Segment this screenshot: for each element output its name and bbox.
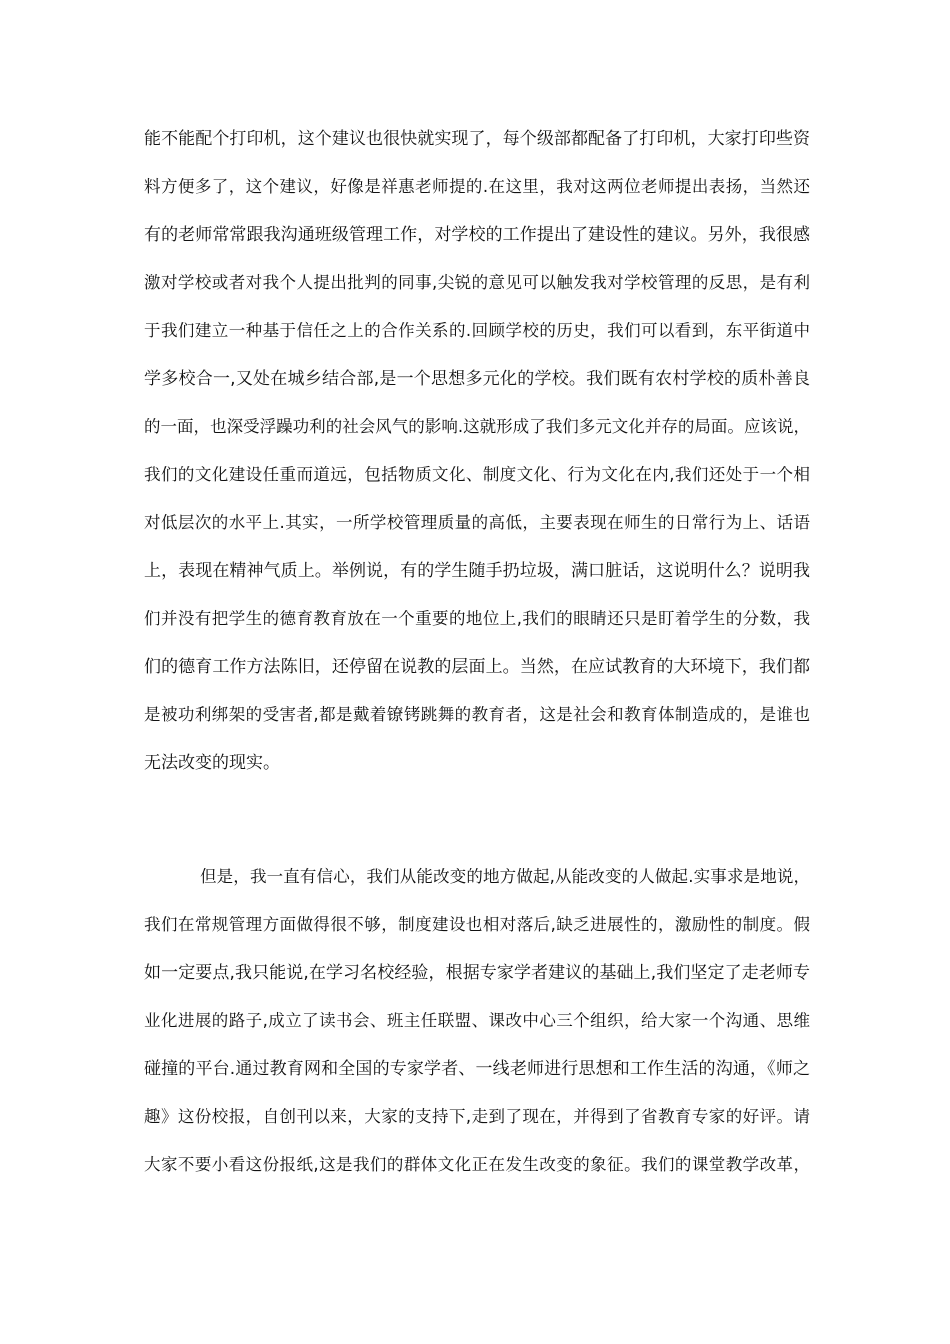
text-line: 我们的文化建设任重而道远，包括物质文化、制度文化、行为文化在内,我们还处于一个相 (144, 465, 810, 484)
text-line: 碰撞的平台.通过教育网和全国的专家学者、一线老师进行思想和工作生活的沟通，《师之 (144, 1059, 810, 1079)
text-line: 上，表现在精神气质上。举例说，有的学生随手扔垃圾，满口脏话，这说明什么？说明我 (144, 561, 810, 581)
text-line: 于我们建立一种基于信任之上的合作关系的.回顾学校的历史，我们可以看到，东平街道中 (144, 321, 810, 340)
text-line: 但是，我一直有信心，我们从能改变的地方做起,从能改变的人做起.实事求是地说， (200, 867, 810, 886)
text-line: 我们在常规管理方面做得很不够，制度建设也相对落后,缺乏进展性的，激励性的制度。假 (144, 915, 810, 934)
text-line: 们并没有把学生的德育教育放在一个重要的地位上,我们的眼睛还只是盯着学生的分数，我 (144, 609, 810, 628)
text-line: 学多校合一,又处在城乡结合部,是一个思想多元化的学校。我们既有农村学校的质朴善良 (144, 369, 810, 389)
text-line: 如一定要点,我只能说,在学习名校经验，根据专家学者建议的基础上,我们坚定了走老师专 (144, 963, 810, 983)
text-line: 有的老师常常跟我沟通班级管理工作，对学校的工作提出了建设性的建议。另外，我很感 (144, 225, 810, 245)
text-line: 大家不要小看这份报纸,这是我们的群体文化正在发生改变的象征。我们的课堂教学改革， (144, 1155, 810, 1174)
text-line: 趣》这份校报，自创刊以来，大家的支持下,走到了现在，并得到了省教育专家的好评。请 (144, 1107, 810, 1126)
text-line: 对低层次的水平上.其实，一所学校管理质量的高低，主要表现在师生的日常行为上、话语 (144, 513, 810, 532)
text-line: 能不能配个打印机，这个建议也很快就实现了，每个级部都配备了打印机，大家打印些资 (144, 129, 810, 149)
text-line: 的一面，也深受浮躁功利的社会风气的影响.这就形成了我们多元文化并存的局面。应该说， (144, 417, 810, 436)
text-line: 激对学校或者对我个人提出批判的同事,尖锐的意见可以触发我对学校管理的反思，是有利 (144, 273, 810, 292)
text-line: 是被功利绑架的受害者,都是戴着镣铐跳舞的教育者，这是社会和教育体制造成的，是谁也 (144, 705, 810, 724)
text-line: 无法改变的现实。 (144, 753, 280, 773)
text-line: 们的德育工作方法陈旧，还停留在说教的层面上。当然，在应试教育的大环境下，我们都 (144, 657, 810, 677)
text-line: 料方便多了，这个建议，好像是祥惠老师提的.在这里，我对这两位老师提出表扬，当然还 (144, 177, 810, 196)
text-line: 业化进展的路子,成立了读书会、班主任联盟、课改中心三个组织，给大家一个沟通、思维 (144, 1011, 810, 1030)
